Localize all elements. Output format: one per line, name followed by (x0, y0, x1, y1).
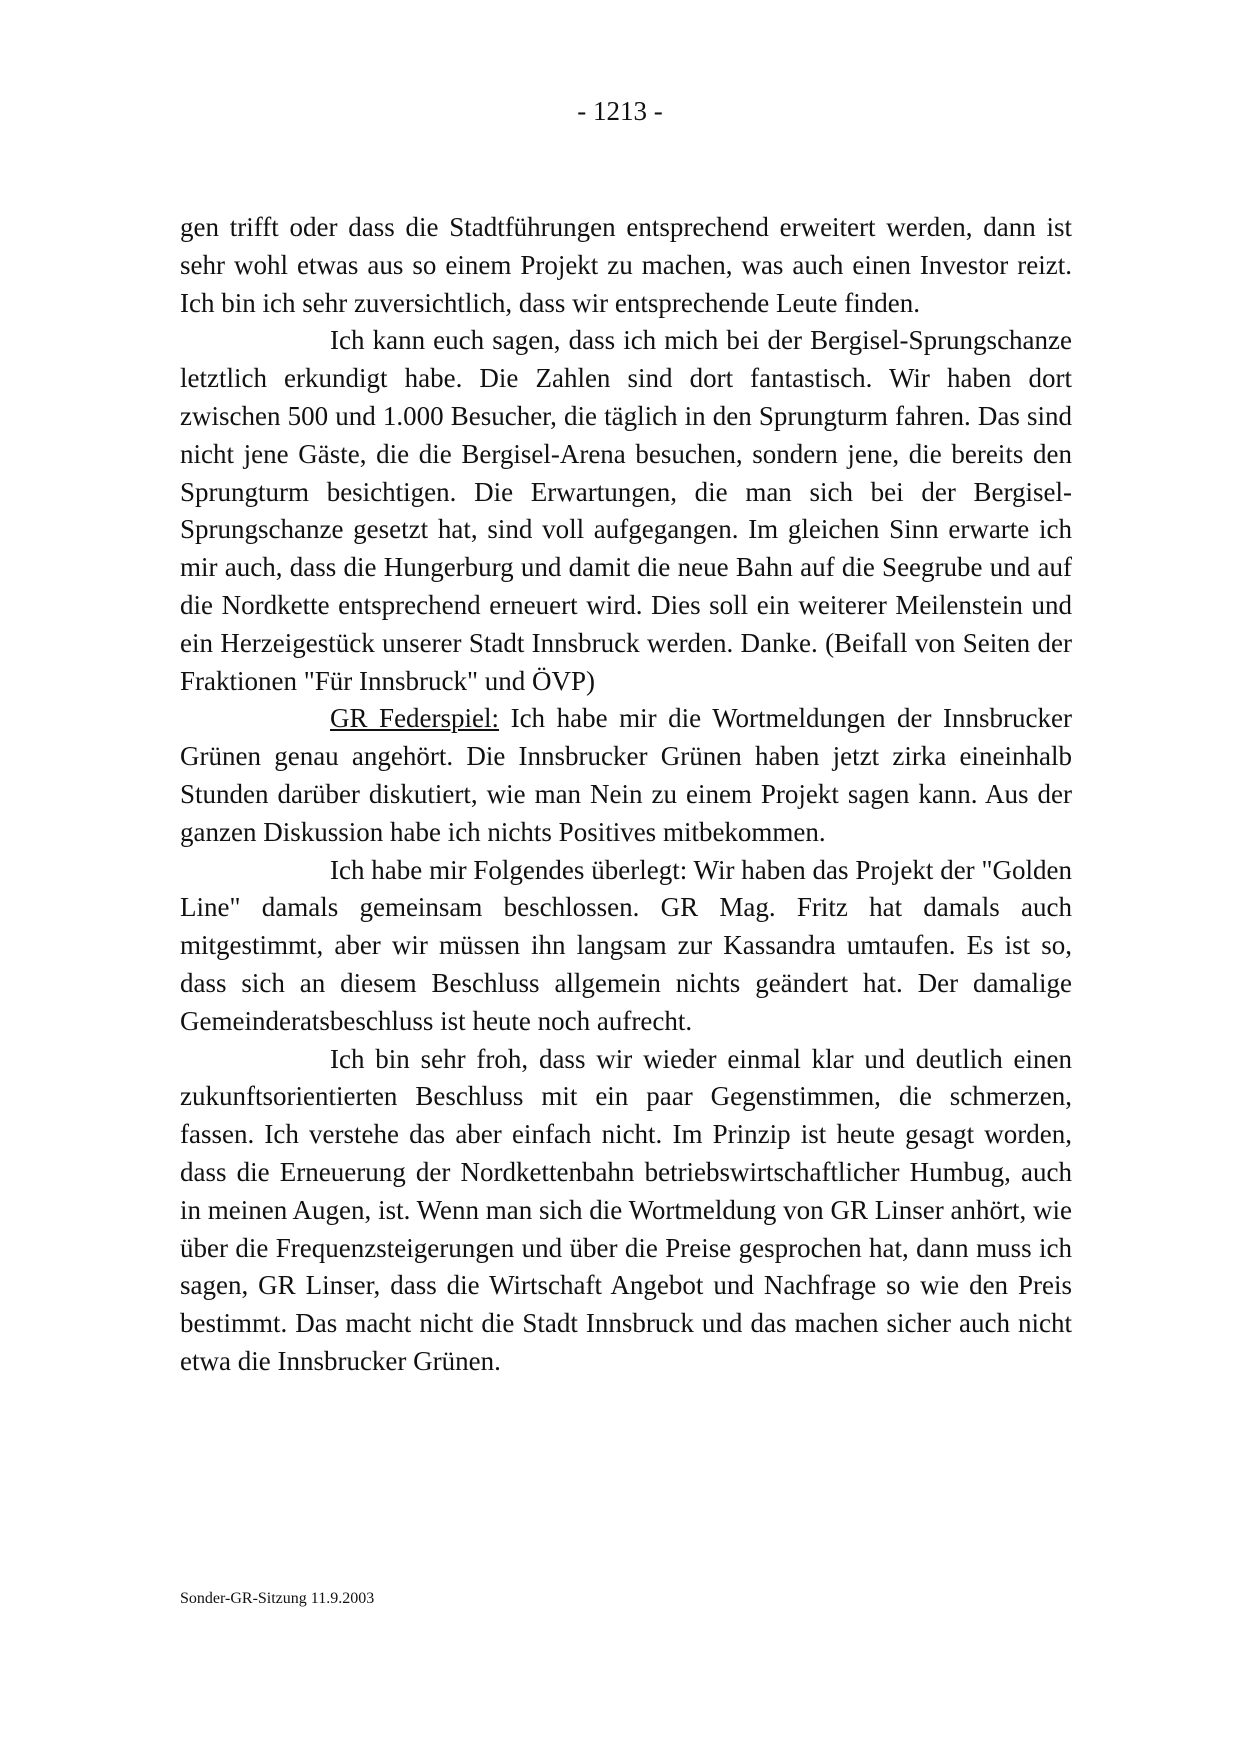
footer-session-label: Sonder-GR-Sitzung 11.9.2003 (180, 1590, 375, 1607)
paragraph-3 (180, 700, 1072, 851)
paragraph-text: gen trifft oder dass die Stadtführungen entsprechend erweitert werden, dann ist sehr wohl etwas aus so einem Projekt zu machen, was auch einen Investor reizt. Ich bin ich sehr zuversichtlich, dass wir entsprechende Leute finden. (180, 212, 1072, 318)
paragraph-4 (180, 852, 1072, 1041)
paragraph-text: Ich habe mir Folgendes überlegt: Wir haben das Projekt der "Golden Line" damals gemeinsam beschlossen. GR Mag. Fritz hat damals auch mitgestimmt, aber wir müssen ihn langsam zur Kassandra umtaufen. Es ist so, dass sich an diesem Beschluss allgemein nichts geändert hat. Der damalige Gemeinderatsbeschluss ist heute noch aufrecht. (180, 854, 1072, 1036)
paragraph-text: Ich bin sehr froh, dass wir wieder einmal klar und deutlich einen zukunftsorientierten Beschluss mit ein paar Gegenstimmen, die schmerzen, fassen. Ich verstehe das aber einfach nicht. Im Prinzip ist heute gesagt worden, dass die Erneuerung der Nordkettenbahn betriebswirtschaftlicher Humbug, auch in meinen Augen, ist. Wenn man sich die Wortmeldung von GR Linser anhört, wie über die Frequenzsteigerungen und über die Preise gesprochen hat, dann muss ich sagen, GR Linser, dass die Wirtschaft Angebot und Nachfrage so wie den Preis bestimmt. Das macht nicht die Stadt Innsbruck und das machen sicher auch nicht etwa die Innsbrucker Grünen. (180, 1043, 1072, 1376)
speaker-name: GR Federspiel: (330, 703, 500, 734)
paragraph-1 (180, 209, 1072, 322)
paragraph-2 (180, 322, 1072, 700)
paragraph-text: Ich habe mir die Wortmeldungen der Innsbrucker Grünen genau angehört. Die Innsbrucker Grünen haben jetzt zirka eineinhalb Stunden darüber diskutiert, wie man Nein zu einem Projekt sagen kann. Aus der ganzen Diskussion habe ich nichts Positives mitbekommen. (180, 703, 1072, 847)
paragraph-5 (180, 1041, 1072, 1381)
document-body (180, 209, 1072, 1381)
paragraph-text: Ich kann euch sagen, dass ich mich bei der Bergisel-Sprungschanze letztlich erkundigt habe. Die Zahlen sind dort fantastisch. Wir haben dort zwischen 500 und 1.000 Besucher, die täglich in den Sprungturm fahren. Das sind nicht jene Gäste, die die Bergisel-Arena besuchen, sondern jene, die bereits den Sprungturm besichtigen. Die Erwartungen, die man sich bei der Bergisel-Sprungschanze gesetzt hat, sind voll aufgegangen. Im gleichen Sinn erwarte ich mir auch, dass die Hungerburg und damit die neue Bahn auf die Seegrube und auf die Nordkette entsprechend erneuert wird. Dies soll ein weiterer Meilenstein und ein Herzeigestück unserer Stadt Innsbruck werden. Danke. (Beifall von Seiten der Fraktionen "Für Innsbruck" und ÖVP) (180, 325, 1072, 696)
page-number: - 1213 - (577, 96, 663, 126)
